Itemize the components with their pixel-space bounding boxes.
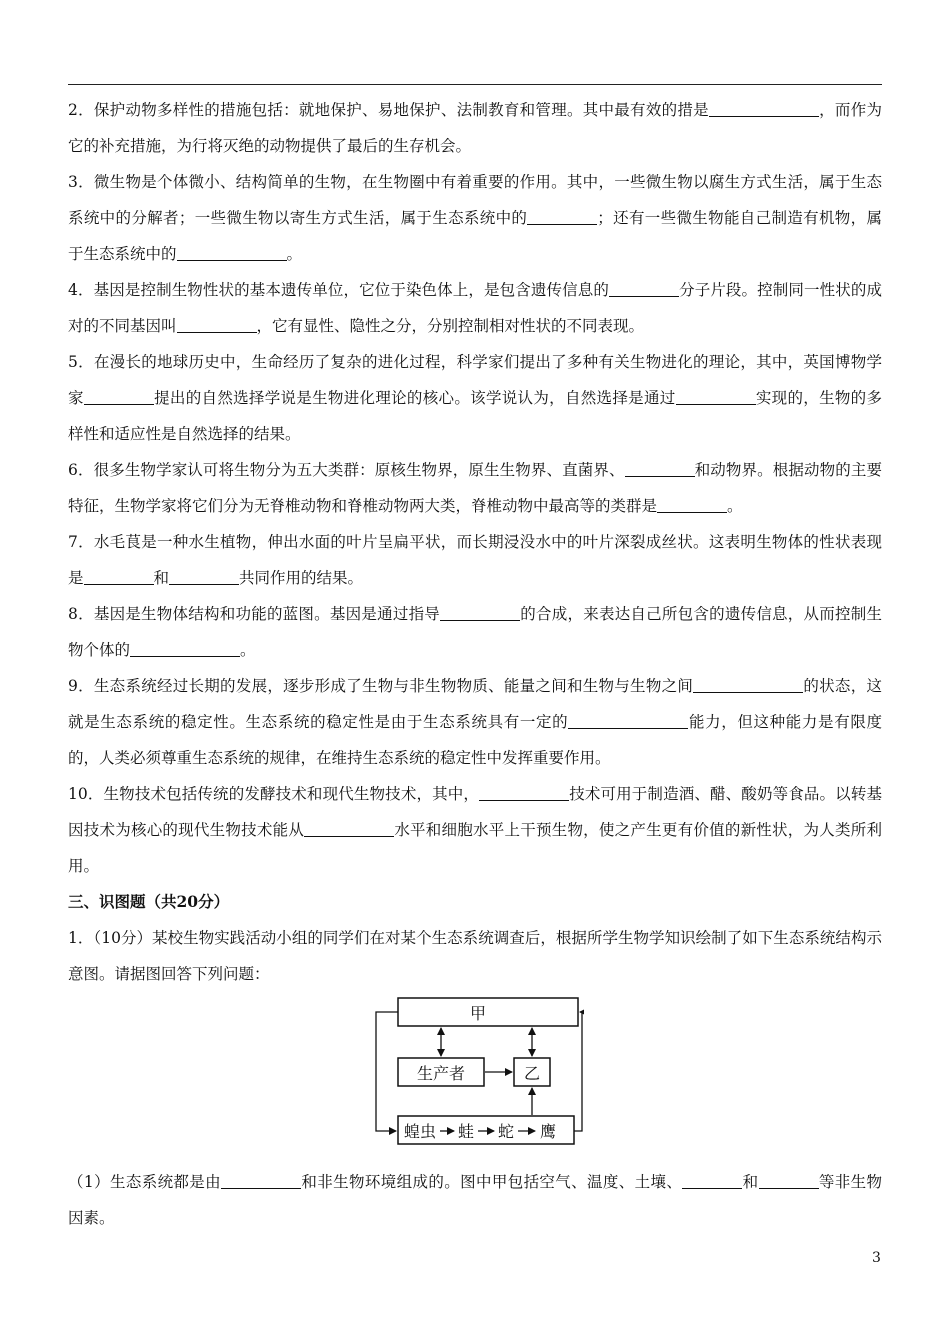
box-producer-label: 生产者 [416,1064,466,1083]
answer-blank[interactable] [479,782,569,801]
answer-blank[interactable] [759,1170,819,1189]
answer-blank[interactable] [221,1170,301,1189]
answer-blank[interactable] [609,278,679,297]
answer-blank[interactable] [682,1170,742,1189]
arrow-right-loop [574,1012,582,1131]
answer-blank[interactable] [625,458,695,477]
arrow-left-loop [376,1012,398,1131]
box-environment [398,998,578,1026]
answer-blank[interactable] [527,206,597,225]
question-9: 9．生态系统经过长期的发展，逐步形成了生物与非生物物质、能量之间和生物与生物之间 的状态，这就是生态系统的稳定性。生态系统的稳定性是由于生态系统具有一定的 能力，但这种能力是有限度的，人类必须尊重生态系统的规律，在维持生态系统的稳定性中发挥重要作用。 [68,668,882,776]
answer-blank[interactable] [657,494,727,513]
question-2: 2．保护动物多样性的措施包括：就地保护、易地保护、法制教育和管理。其中最有效的措是 ，而作为它的补充措施，为行将灭绝的动物提供了最后的生存机会。 [68,92,882,164]
answer-blank[interactable] [84,386,154,405]
question-5: 5．在漫长的地球历史中，生命经历了复杂的进化过程，科学家们提出了多种有关生物进化的理论，其中，英国博物学家 提出的自然选择学说是生物进化理论的核心。该学说认为，自然选择是通过 实现的，生物的多样性和适应性是自然选择的结果。 [68,353,882,443]
question-8: 8．基因是生物体结构和功能的蓝图。基因是通过指导 的合成，来表达自己所包含的遗传信息，从而控制生物个体的 。 [68,596,882,668]
chain-organism: 鹰 [539,1122,557,1141]
sub-question-1: （1）生态系统都是由 和非生物环境组成的。图中甲包括空气、温度、土壤、 和 等非生物因素。 [68,1164,882,1236]
answer-blank[interactable] [568,710,688,729]
section3-question-1: 1．（10分）某校生物实践活动小组的同学们在对某个生态系统调查后，根据所学生物学知识绘制了如下生态系统结构示意图。请据图回答下列问题： [68,929,882,983]
question-7: 7．水毛茛是一种水生植物，伸出水面的叶片呈扁平状，而长期浸没水中的叶片深裂成丝状。这表明生物体的性状表现是 和 共同作用的结果。 [68,533,882,587]
question-10: 10．生物技术包括传统的发酵技术和现代生物技术，其中， 技术可用于制造酒、醋、酸奶等食品。以转基因技术为核心的现代生物技术能从 水平和细胞水平上干预生物，使之产生更有价值的新性状，为人类所利用。 [68,776,882,884]
question-3: 3．微生物是个体微小、结构简单的生物，在生物圈中有着重要的作用。其中，一些微生物以腐生方式生活，属于生态系统中的分解者；一些微生物以寄生方式生活，属于生态系统中的 ；还有一些微生物能自己制造有机物，属于生态系统中的 。 [68,173,882,263]
answer-blank[interactable] [693,674,803,693]
section-heading: 三、识图题（共20分） [68,892,230,911]
answer-blank[interactable] [177,314,257,333]
answer-blank[interactable] [169,566,239,585]
answer-blank[interactable] [84,566,154,585]
chain-organism: 蛇 [497,1122,515,1141]
chain-organism: 蛙 [457,1122,475,1141]
box-environment-label: 甲 [469,1004,487,1023]
question-6: 6．很多生物学家认可将生物分为五大类群：原核生物界，原生生物界、直菌界、 和动物界。根据动物的主要特征，生物学家将它们分为无脊椎动物和脊椎动物两大类，脊椎动物中最高等的类群是 。 [68,452,882,524]
answer-blank[interactable] [304,818,394,837]
ecosystem-diagram [368,990,584,1150]
answer-blank[interactable] [130,638,240,657]
page-number: 3 [872,1250,881,1266]
answer-blank[interactable] [676,386,756,405]
answer-blank[interactable] [440,602,520,621]
box-decomposer-label: 乙 [523,1064,541,1083]
sub-question-block [68,1164,882,1236]
question-list [68,92,882,992]
chain-organism: 蝗虫 [403,1122,437,1141]
question-4: 4．基因是控制生物性状的基本遗传单位，它位于染色体上，是包含遗传信息的 分子片段。控制同一性状的成对的不同基因叫 ，它有显性、隐性之分，分别控制相对性状的不同表现。 [68,272,882,344]
header-rule [68,84,882,85]
answer-blank[interactable] [177,242,287,261]
answer-blank[interactable] [709,98,819,117]
